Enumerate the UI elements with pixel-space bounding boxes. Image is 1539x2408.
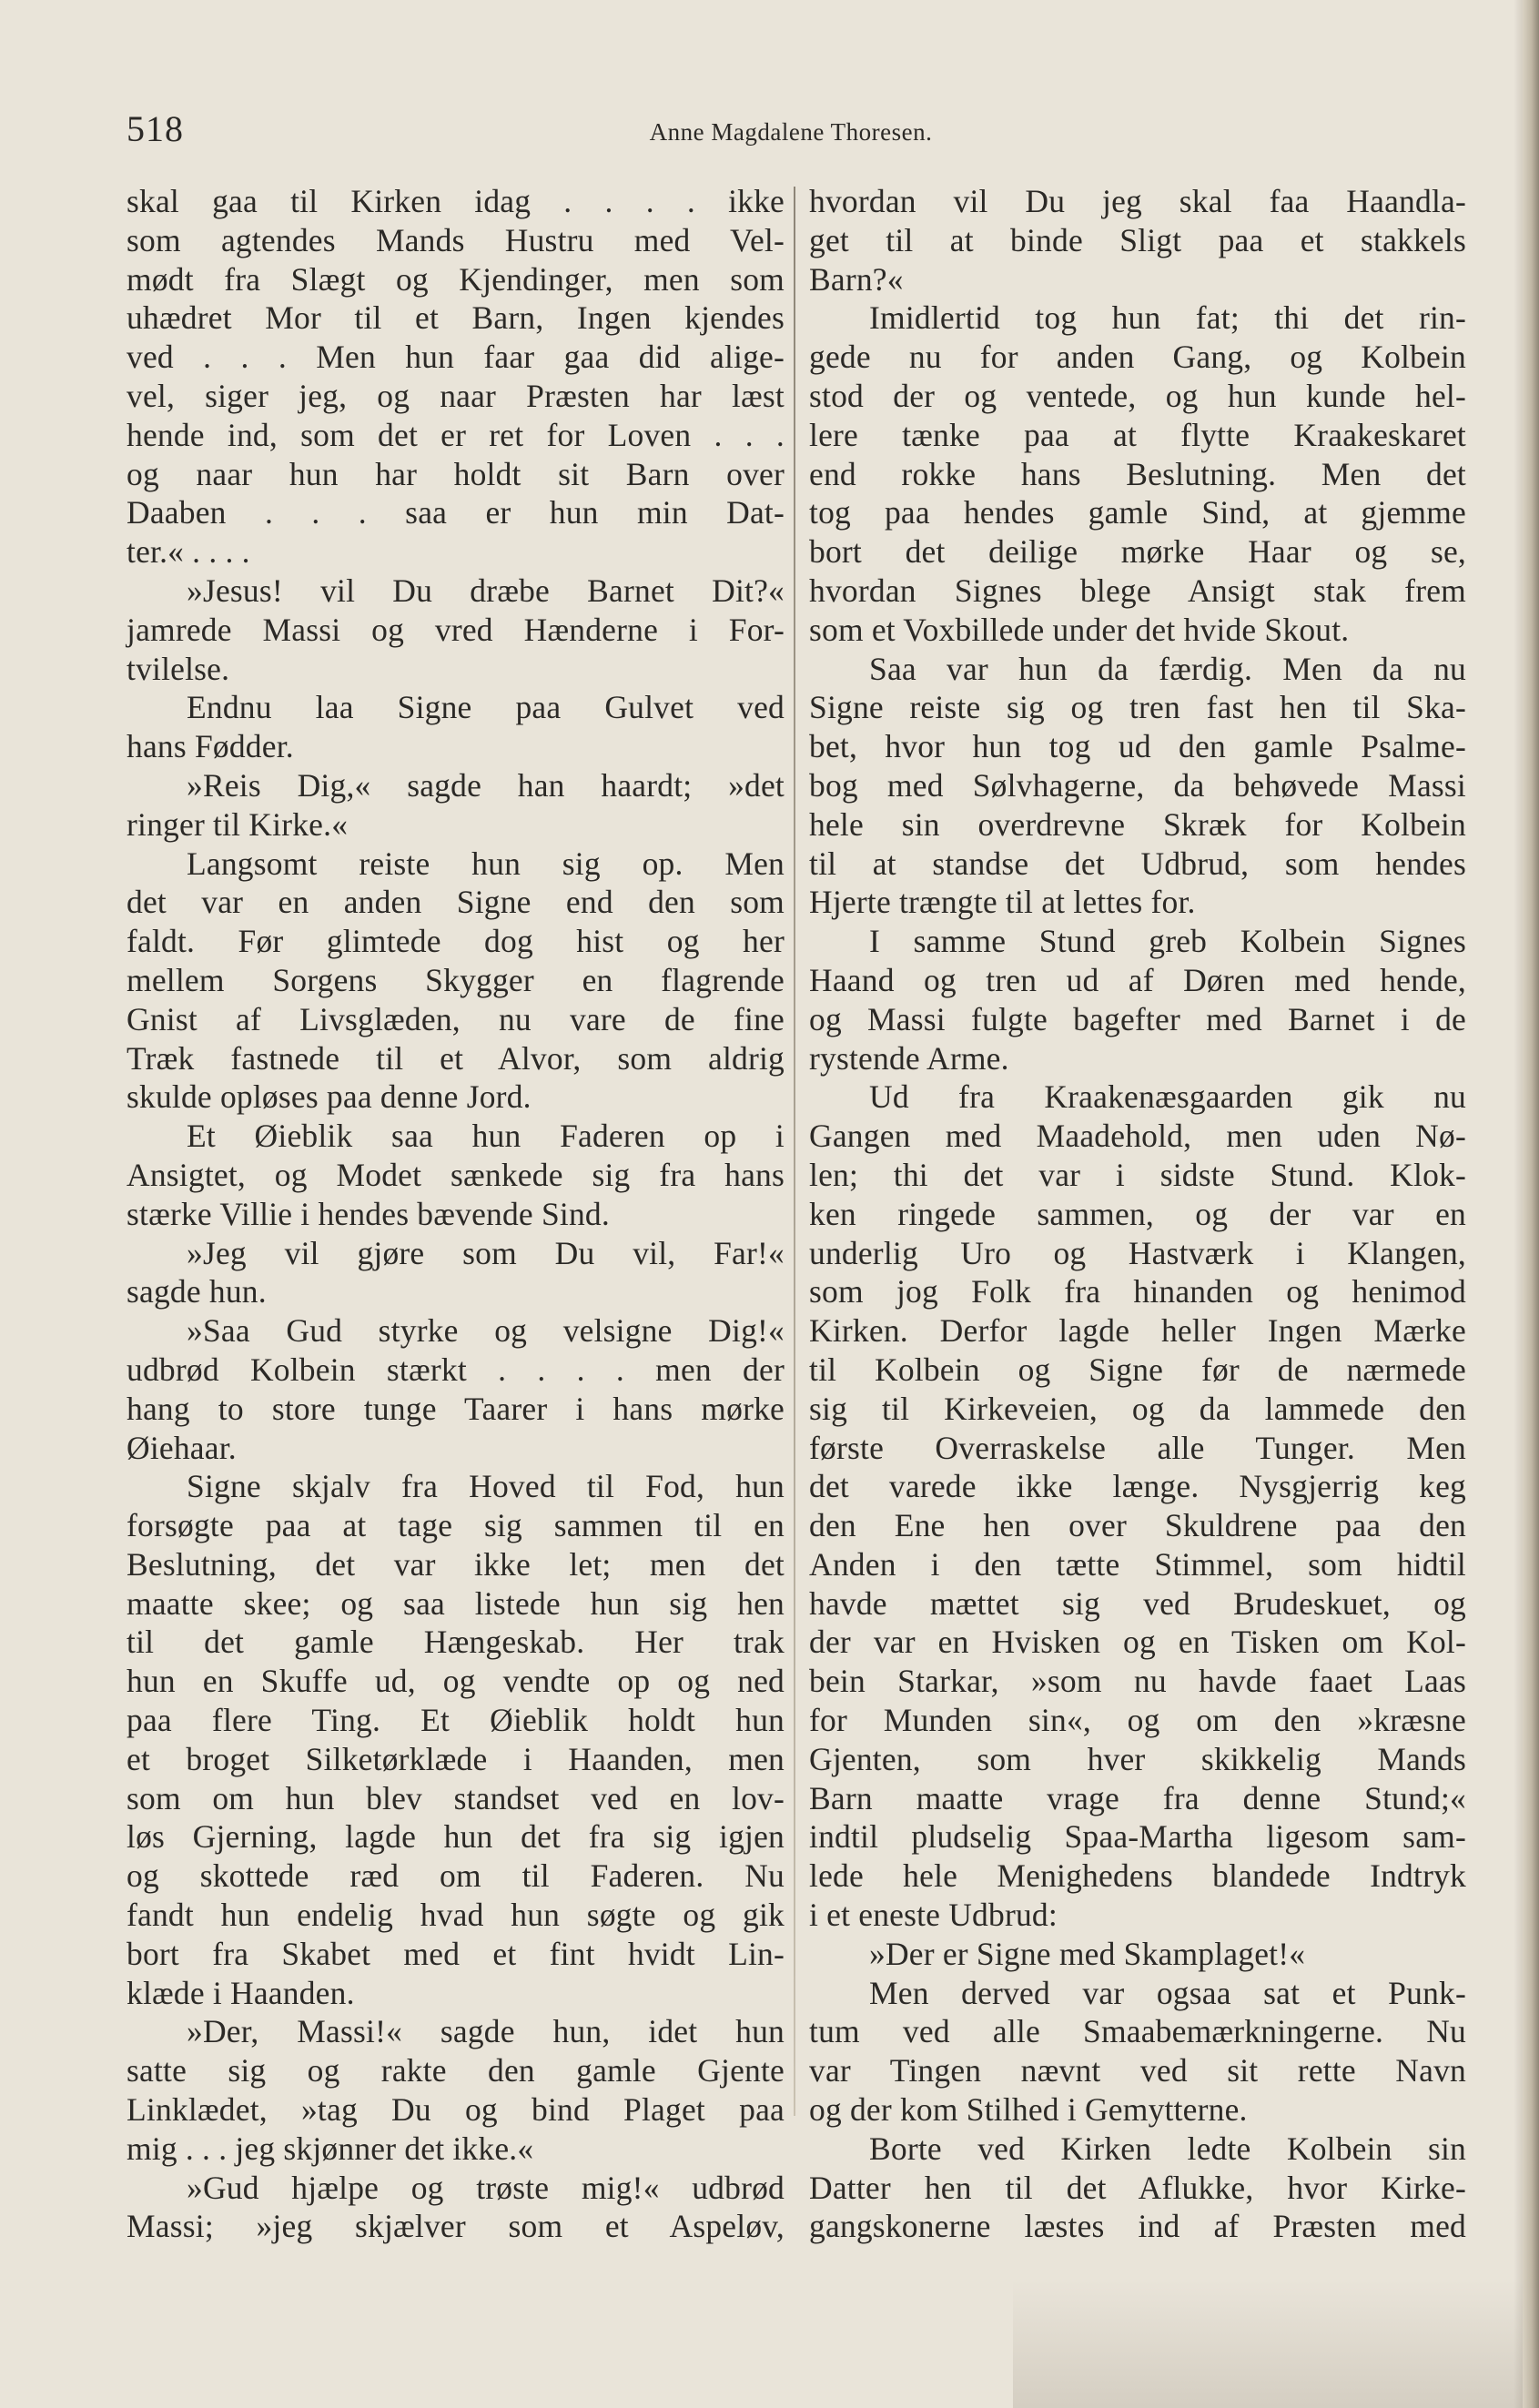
text-line: til det gamle Hængeskab. Her trak [127, 1624, 785, 1661]
text-line: mellem Sorgens Skygger en flagrende [127, 961, 785, 998]
text-line: Saa var hun da færdig. Men da nu [869, 650, 1466, 687]
text-line: hele sin overdrevne Skræk for Kolbein [809, 805, 1466, 843]
column-divider [794, 187, 795, 2116]
text-line: fandt hun endelig hvad hun søgte og gik [127, 1897, 785, 1934]
text-line: »Jeg vil gjøre som Du vil, Far!« [187, 1234, 785, 1271]
text-line: stærke Villie i hendes bævende Sind. [127, 1195, 610, 1232]
text-line: til Kolbein og Signe før de nærmede [809, 1351, 1466, 1388]
text-line: hun en Skuffe ud, og vendte op og ned [127, 1663, 785, 1700]
text-line: skulde opløses paa denne Jord. [127, 1078, 532, 1116]
right-text-column [809, 182, 1466, 2312]
text-line: »Saa Gud styrke og velsigne Dig!« [187, 1312, 785, 1350]
text-line: Barn?« [809, 260, 904, 298]
text-line: udbrød Kolbein stærkt . . . . men der [127, 1351, 785, 1388]
text-line: klæde i Haanden. [127, 1974, 355, 2011]
text-line: ringer til Kirke.« [127, 805, 349, 843]
text-line: første Overraskelse alle Tunger. Men [809, 1429, 1466, 1466]
text-line: jamrede Massi og vred Hænderne i For- [127, 611, 785, 648]
text-line: I samme Stund greb Kolbein Signes [869, 923, 1466, 960]
text-line: og skottede ræd om til Faderen. Nu [127, 1857, 785, 1895]
text-line: Træk fastnede til et Alvor, som aldrig [127, 1039, 785, 1077]
text-line: Haand og tren ud af Døren med hende, [809, 961, 1466, 998]
text-line: bet, hvor hun tog ud den gamle Psalme- [809, 728, 1466, 765]
text-line: »Reis Dig,« sagde han haardt; »det [187, 766, 785, 804]
text-line: Massi; »jeg skjælver som et Aspeløv, [127, 2208, 785, 2245]
text-line: vel, siger jeg, og naar Præsten har læst [127, 377, 785, 414]
text-line: det varede ikke længe. Nysgjerrig keg [809, 1468, 1466, 1505]
text-line: tvilelse. [127, 650, 230, 687]
text-line: som et Voxbillede under det hvide Skout. [809, 611, 1350, 648]
text-line: forsøgte paa at tage sig sammen til en [127, 1507, 785, 1544]
text-line: »Jesus! vil Du dræbe Barnet Dit?« [187, 572, 785, 609]
text-line: og Massi fulgte bagefter med Barnet i de [809, 1000, 1466, 1037]
text-line: Ansigtet, og Modet sænkede sig fra hans [127, 1156, 785, 1193]
text-line: til at standse det Udbrud, som hendes [809, 845, 1466, 882]
text-line: Gangen med Maadehold, men uden Nø- [809, 1118, 1466, 1155]
text-line: hende ind, som det er ret for Loven . . . [127, 416, 785, 453]
text-line: der var en Hvisken og en Tisken om Kol- [809, 1624, 1466, 1661]
text-line: faldt. Før glimtede dog hist og her [127, 923, 785, 960]
text-line: rystende Arme. [809, 1039, 1009, 1077]
text-line: som jog Folk fra hinanden og henimod [809, 1273, 1466, 1310]
page-header [127, 107, 1455, 162]
text-line: Signe skjalv fra Hoved til Fod, hun [187, 1468, 785, 1505]
text-line: som agtendes Mands Hustru med Vel- [127, 221, 785, 258]
text-line: Men derved var ogsaa sat et Punk- [869, 1974, 1466, 2011]
page-gutter-shadow [1514, 0, 1523, 2408]
text-line: ken ringede sammen, og der var en [809, 1195, 1466, 1232]
text-line: underlig Uro og Hastværk i Klangen, [809, 1234, 1466, 1271]
text-line: get til at binde Sligt paa et stakkels [809, 221, 1466, 258]
text-line: hvordan Signes blege Ansigt stak frem [809, 572, 1466, 609]
text-line: Et Øieblik saa hun Faderen op i [187, 1118, 785, 1155]
text-line: ved . . . Men hun faar gaa did alige- [127, 339, 785, 376]
text-line: paa flere Ting. Et Øieblik holdt hun [127, 1702, 785, 1739]
text-line: end rokke hans Beslutning. Men det [809, 455, 1466, 492]
text-line: »Der er Signe med Skamplaget!« [869, 1935, 1306, 1972]
text-line: et broget Silketørklæde i Haanden, men [127, 1740, 785, 1777]
text-line: ter.« . . . . [127, 533, 250, 571]
text-line: satte sig og rakte den gamle Gjente [127, 2052, 785, 2089]
text-line: sig til Kirkeveien, og da lammede den [809, 1390, 1466, 1427]
text-line: bort det deilige mørke Haar og se, [809, 533, 1466, 571]
text-line: stod der og ventede, og hun kunde hel- [809, 377, 1466, 414]
text-line: lede hele Menighedens blandede Indtryk [809, 1857, 1466, 1895]
text-line: og der kom Stilhed i Gemytterne. [809, 2091, 1248, 2129]
text-line: sagde hun. [127, 1273, 267, 1310]
text-line: Endnu laa Signe paa Gulvet ved [187, 689, 785, 726]
text-line: Kirken. Derfor lagde heller Ingen Mærke [809, 1312, 1466, 1350]
text-line: Ud fra Kraakenæsgaarden gik nu [869, 1078, 1466, 1116]
text-line: Beslutning, det var ikke let; men det [127, 1545, 785, 1583]
page-edge [1523, 0, 1539, 2408]
text-line: løs Gjerning, lagde hun det fra sig igjen [127, 1818, 785, 1856]
text-line: Hjerte trængte til at lettes for. [809, 884, 1196, 921]
text-line: gangskonerne læstes ind af Præsten med [809, 2208, 1466, 2245]
text-line: bort fra Skabet med et fint hvidt Lin- [127, 1935, 785, 1972]
text-line: tog paa hendes gamle Sind, at gjemme [809, 494, 1466, 531]
text-line: i et eneste Udbrud: [809, 1897, 1058, 1934]
left-text-column [127, 182, 785, 2312]
text-line: bog med Sølvhagerne, da behøvede Massi [809, 766, 1466, 804]
text-line: maatte skee; og saa listede hun sig hen [127, 1584, 785, 1622]
text-line: indtil pludselig Spaa-Martha ligesom sam- [809, 1818, 1466, 1856]
text-line: bein Starkar, »som nu havde faaet Laas [809, 1663, 1466, 1700]
text-line: »Der, Massi!« sagde hun, idet hun [187, 2013, 785, 2050]
text-line: Borte ved Kirken ledte Kolbein sin [869, 2130, 1466, 2167]
text-line: Signe reiste sig og tren fast hen til Ska- [809, 689, 1466, 726]
text-line: Imidlertid tog hun fat; thi det rin- [869, 299, 1466, 337]
text-line: og naar hun har holdt sit Barn over [127, 455, 785, 492]
text-line: som om hun blev standset ved en lov- [127, 1779, 785, 1816]
text-line: len; thi det var i sidste Stund. Klok- [809, 1156, 1466, 1193]
text-line: Linklædet, »tag Du og bind Plaget paa [127, 2091, 785, 2129]
text-line: mødt fra Slægt og Kjendinger, men som [127, 260, 785, 298]
text-line: Barn maatte vrage fra denne Stund;« [809, 1779, 1466, 1816]
page-number: 518 [127, 108, 184, 149]
text-line: uhædret Mor til et Barn, Ingen kjendes [127, 299, 785, 337]
text-line: lere tænke paa at flytte Kraakeskaret [809, 416, 1466, 453]
text-line: den Ene hen over Skuldrene paa den [809, 1507, 1466, 1544]
text-line: for Munden sin«, og om den »kræsne [809, 1702, 1466, 1739]
text-line: hvordan vil Du jeg skal faa Haandla- [809, 183, 1466, 219]
text-line: det var en anden Signe end den som [127, 884, 785, 921]
text-line: hans Fødder. [127, 728, 294, 765]
text-line: gede nu for anden Gang, og Kolbein [809, 339, 1466, 376]
text-line: »Gud hjælpe og trøste mig!« udbrød [187, 2169, 785, 2206]
text-line: Gjenten, som hver skikkelig Mands [809, 1740, 1466, 1777]
text-line: Øiehaar. [127, 1429, 237, 1466]
text-line: skal gaa til Kirken idag . . . . ikke [127, 183, 785, 219]
text-line: mig . . . jeg skjønner det ikke.« [127, 2130, 534, 2167]
text-line: Daaben . . . saa er hun min Dat- [127, 494, 785, 531]
text-line: Langsomt reiste hun sig op. Men [187, 845, 785, 882]
running-title: Anne Magdalene Thoresen. [649, 118, 933, 146]
text-line: Anden i den tætte Stimmel, som hidtil [809, 1545, 1466, 1583]
text-line: Gnist af Livsglæden, nu vare de fine [127, 1000, 785, 1037]
text-line: var Tingen nævnt ved sit rette Navn [809, 2052, 1466, 2089]
text-line: hang to store tunge Taarer i hans mørke [127, 1390, 785, 1427]
text-line: Datter hen til det Aflukke, hvor Kirke- [809, 2169, 1466, 2206]
text-line: tum ved alle Smaabemærkningerne. Nu [809, 2013, 1466, 2050]
text-line: havde mættet sig ved Brudeskuet, og [809, 1584, 1466, 1622]
